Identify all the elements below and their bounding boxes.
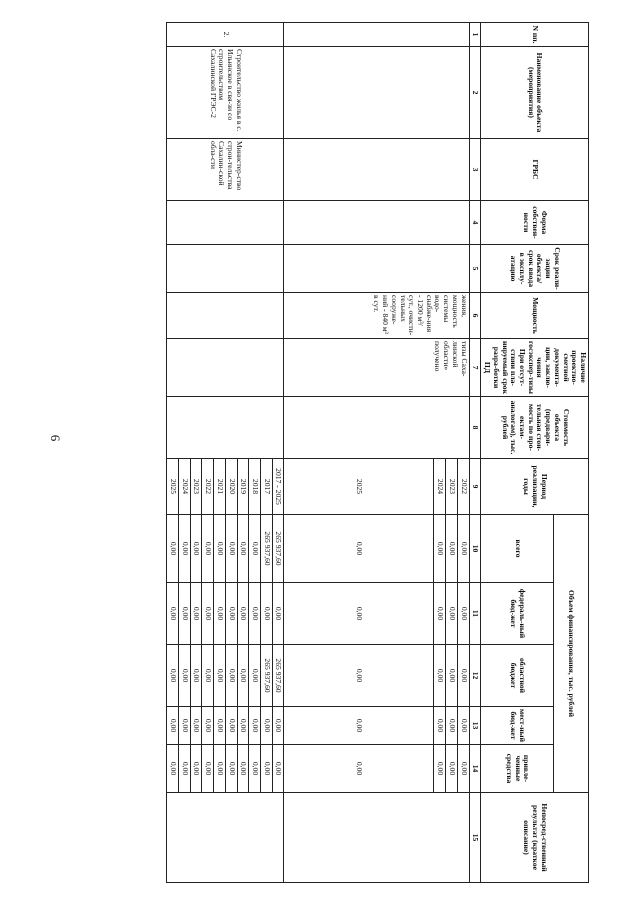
cell-local: 0,00 [249,707,261,745]
header-attracted: привле-ченные средства [481,745,554,793]
cell-total: 0,00 [225,515,237,583]
cell-year: 2023 [446,459,458,515]
financing-table [166,22,589,883]
col-number: 1 [469,23,481,47]
col-number: 12 [469,645,481,707]
cell-federal: 0,00 [272,583,284,645]
cell-federal: 0,00 [261,583,273,645]
col-number: 3 [469,139,481,201]
header-ownership: Форма собствен-ности [481,201,589,245]
cell-year: 2023 [190,459,202,515]
cell-federal: 0,00 [179,583,191,645]
cell-oblast: 0,00 [284,645,434,707]
cell-attracted: 0,00 [179,745,191,793]
cell-federal: 0,00 [167,583,179,645]
cell-n: 2. [167,23,284,47]
cell-federal: 0,00 [190,583,202,645]
header-result: Непосред-ственный результат (краткое описание) [481,793,589,883]
cell-expertise: тизы Саха-линской области» получено [284,339,469,397]
cell-total: 0,00 [249,515,261,583]
header-grbs: ГРБС [481,139,589,201]
header-expertise: Наличие проектно-сметной документа-ции, заклю-чения госэкспер-тизы При отсут-ствии пла-нируемый срок разра-ботки ПД [481,339,589,397]
cell-attracted: 0,00 [434,745,446,793]
cell-capacity: жения, мощность системы водо-снабже-ния - 1200 м³/сут., очистн-тельных сооруже-ний - 840 м³ в сут. [284,293,469,339]
cell-total: 0,00 [179,515,191,583]
cell-year: 2017 - 2025 [272,459,284,515]
cell-federal: 0,00 [434,583,446,645]
cell-oblast: 0,00 [225,645,237,707]
cell-local: 0,00 [272,707,284,745]
header-row-1 [554,23,589,883]
cell-oblast: 0,00 [167,645,179,707]
cell-oblast: 0,00 [190,645,202,707]
rotated-table-page [80,0,600,880]
cell-oblast: 0,00 [249,645,261,707]
header-term: Срок реали-зации объекта/ срок ввода в эксплу-атацию [481,245,589,293]
cell-attracted: 0,00 [202,745,214,793]
cell-oblast: 0,00 [457,645,469,707]
cell-local: 0,00 [225,707,237,745]
cell-local: 0,00 [457,707,469,745]
cell-local: 0,00 [167,707,179,745]
col-number: 7 [469,339,481,397]
header-n: N пп. [481,23,589,47]
cell-name [284,47,469,139]
cell-local: 0,00 [202,707,214,745]
cell-local: 0,00 [434,707,446,745]
cell-cost [167,397,284,459]
header-funding-group: Объем финансирования, тыс. рублей [554,515,589,793]
cell-local: 0,00 [446,707,458,745]
col-number: 8 [469,397,481,459]
cell-oblast: 0,00 [446,645,458,707]
col-number: 14 [469,745,481,793]
cell-oblast: 0,00 [237,645,249,707]
cell-attracted: 0,00 [284,745,434,793]
cell-attracted: 0,00 [457,745,469,793]
cell-local: 0,00 [179,707,191,745]
cell-year: 2024 [434,459,446,515]
col-number: 13 [469,707,481,745]
cell-oblast: 0,00 [202,645,214,707]
cell-federal: 0,00 [225,583,237,645]
cell-year: 2022 [457,459,469,515]
cell-total: 265 937,60 [272,515,284,583]
cell-attracted: 0,00 [261,745,273,793]
cell-total: 0,00 [457,515,469,583]
cell-total: 0,00 [202,515,214,583]
header-name: Наименование объекта (мероприятия) [481,47,589,139]
cell-total: 0,00 [190,515,202,583]
cell-attracted: 0,00 [237,745,249,793]
cell-result [167,793,284,883]
col-number: 11 [469,583,481,645]
cell-oblast: 0,00 [434,645,446,707]
cell-local: 0,00 [261,707,273,745]
header-period: Период реализации, годы [481,459,589,515]
cell-oblast: 0,00 [179,645,191,707]
cell-year: 2019 [237,459,249,515]
cell-total: 0,00 [434,515,446,583]
cell-n [284,23,469,47]
cell-year: 2024 [179,459,191,515]
col-number: 15 [469,793,481,883]
cell-year: 2018 [249,459,261,515]
cell-oblast: 0,00 [214,645,226,707]
cell-name: Строительство жилья в с. Ильинское в свя-зи со строительством Сахалинской ГРЭС-2 [167,47,284,139]
cell-federal: 0,00 [446,583,458,645]
cell-grbs: Министер-ство строи-тельства Сахалин-ской обла-сти [167,139,284,201]
cell-term [167,245,284,293]
cell-attracted: 0,00 [249,745,261,793]
col-number: 10 [469,515,481,583]
col-number: 4 [469,201,481,245]
cell-oblast: 265 937,60 [272,645,284,707]
cell-total: 0,00 [214,515,226,583]
cell-year: 2022 [202,459,214,515]
cell-local: 0,00 [214,707,226,745]
cell-term [284,245,469,293]
table-row [457,23,469,883]
cell-ownership [167,201,284,245]
cell-total: 0,00 [237,515,249,583]
table-row [272,23,284,883]
cell-ownership [284,201,469,245]
cell-year: 2020 [225,459,237,515]
cell-federal: 0,00 [237,583,249,645]
cell-federal: 0,00 [202,583,214,645]
cell-local: 0,00 [190,707,202,745]
cell-local: 0,00 [237,707,249,745]
cell-total: 0,00 [167,515,179,583]
cell-year: 2025 [167,459,179,515]
header-federal: федераль-ный бюд-жет [481,583,554,645]
cell-grbs [284,139,469,201]
cell-attracted: 0,00 [446,745,458,793]
col-number: 6 [469,293,481,339]
cell-year: 2021 [214,459,226,515]
cell-year: 2025 [284,459,434,515]
cell-total: 0,00 [284,515,434,583]
column-numbers-row [469,23,481,883]
cell-attracted: 0,00 [190,745,202,793]
header-total: всего [481,515,554,583]
cell-expertise [167,339,284,397]
col-number: 5 [469,245,481,293]
cell-total: 265 937,60 [261,515,273,583]
cell-oblast: 265 937,60 [261,645,273,707]
cell-capacity [167,293,284,339]
col-number: 2 [469,47,481,139]
header-capacity: Мощность [481,293,589,339]
cell-cost [284,397,469,459]
cell-federal: 0,00 [457,583,469,645]
cell-federal: 0,00 [284,583,434,645]
cell-attracted: 0,00 [214,745,226,793]
col-number: 9 [469,459,481,515]
header-local: мест-ный бюд-жет [481,707,554,745]
cell-total: 0,00 [446,515,458,583]
cell-federal: 0,00 [249,583,261,645]
header-cost: Стоимость объекта (предвари-тельная стои-мость по про-ектам-аналогам), тыс. рублей [481,397,589,459]
cell-local: 0,00 [284,707,434,745]
cell-attracted: 0,00 [272,745,284,793]
cell-attracted: 0,00 [167,745,179,793]
cell-year: 2017 [261,459,273,515]
header-oblast: областной бюджет [481,645,554,707]
cell-result [284,793,469,883]
page-number: 6 [48,434,63,442]
cell-attracted: 0,00 [225,745,237,793]
cell-federal: 0,00 [214,583,226,645]
